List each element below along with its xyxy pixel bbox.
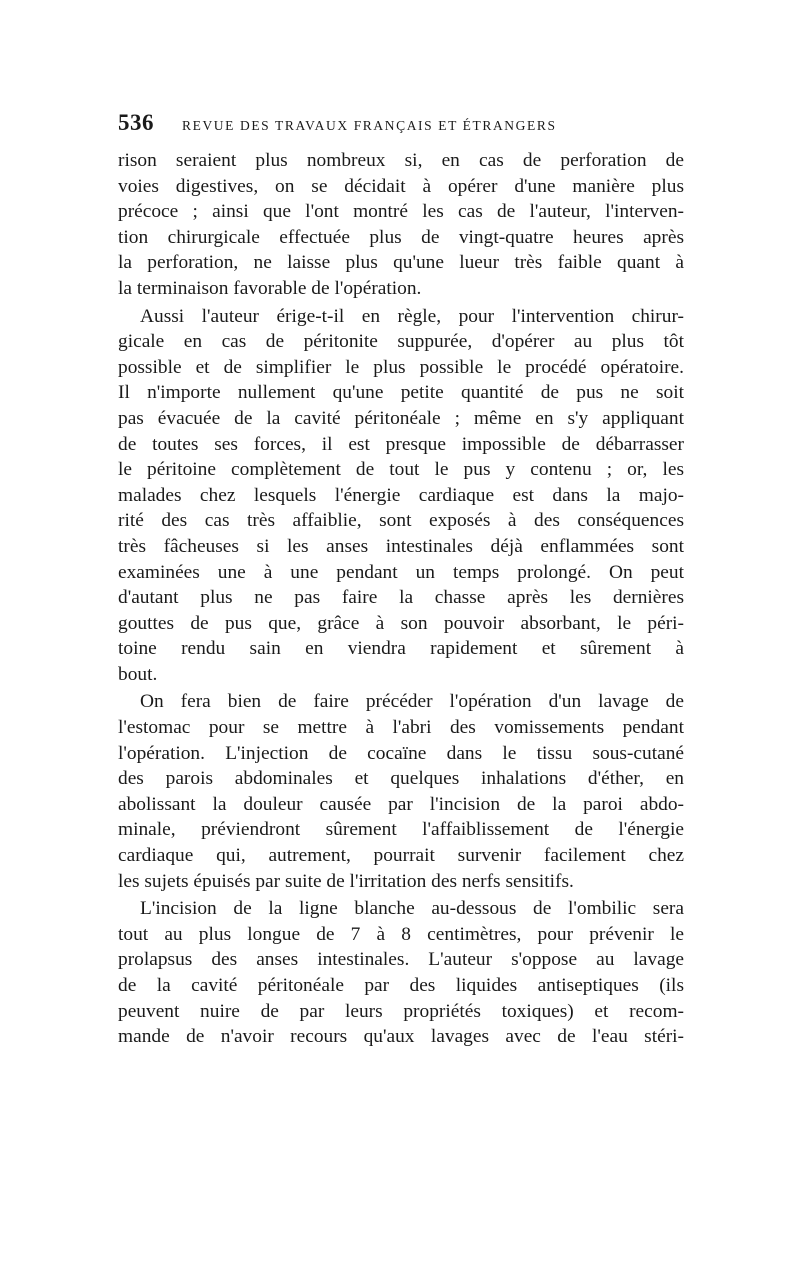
text-line: les sujets épuisés par suite de l'irritation des nerfs sensitifs. xyxy=(118,870,574,892)
text-line: très fâcheuses si les anses intestinales déjà enflammées sont xyxy=(118,535,684,557)
text-line: bout. xyxy=(118,663,158,685)
text-line: la perforation, ne laisse plus qu'une lueur très faible quant à xyxy=(118,252,684,274)
text-line: examinées une à une pendant un temps prolongé. On peut xyxy=(118,561,684,583)
text-line: peuvent nuire de par leurs propriétés toxiques) et recom- xyxy=(118,1000,684,1022)
text-line: On fera bien de faire précéder l'opération d'un lavage de xyxy=(140,691,684,713)
paragraph-4 xyxy=(118,896,684,1050)
running-head xyxy=(118,110,684,140)
text-line: possible et de simplifier le plus possible le procédé opératoire. xyxy=(118,356,684,378)
paragraph-1 xyxy=(118,148,684,302)
paragraph-3 xyxy=(118,689,684,894)
text-line: la terminaison favorable de l'opération. xyxy=(118,277,422,299)
text-line: tout au plus longue de 7 à 8 centimètres, pour prévenir le xyxy=(118,923,684,945)
text-line: toine rendu sain en viendra rapidement et sûrement à xyxy=(118,638,684,660)
paragraph-2 xyxy=(118,304,684,688)
text-line: d'autant plus ne pas faire la chasse après les dernières xyxy=(118,587,684,609)
text-line: mande de n'avoir recours qu'aux lavages avec de l'eau stéri- xyxy=(118,1026,684,1048)
text-line: cardiaque qui, autrement, pourrait survenir facilement chez xyxy=(118,845,684,867)
book-page xyxy=(118,110,684,1052)
text-line: de la cavité péritonéale par des liquides antiseptiques (ils xyxy=(118,975,684,996)
text-line: gouttes de pus que, grâce à son pouvoir absorbant, le péri- xyxy=(118,612,684,634)
text-line: de toutes ses forces, il est presque impossible de débarrasser xyxy=(118,433,684,455)
text-line: rité des cas très affaiblie, sont exposés à des conséquences xyxy=(118,510,684,532)
journal-title: REVUE DES TRAVAUX FRANÇAIS ET ÉTRANGERS xyxy=(182,118,557,133)
text-line: minale, préviendront sûrement l'affaiblissement de l'énergie xyxy=(118,819,684,841)
text-line: gicale en cas de péritonite suppurée, d'opérer au plus tôt xyxy=(118,331,684,353)
text-line: l'estomac pour se mettre à l'abri des vomissements pendant xyxy=(118,717,684,739)
text-line: le péritoine complètement de tout le pus y contenu ; or, les xyxy=(118,459,684,481)
page-number: 536 xyxy=(118,110,154,135)
text-line: Aussi l'auteur érige-t-il en règle, pour l'intervention chirur- xyxy=(140,305,684,327)
text-line: des parois abdominales et quelques inhalations d'éther, en xyxy=(118,768,684,790)
text-line: pas évacuée de la cavité péritonéale ; même en s'y appliquant xyxy=(118,407,684,429)
text-line: l'opération. L'injection de cocaïne dans le tissu sous-cutané xyxy=(118,742,684,764)
text-line: prolapsus des anses intestinales. L'auteur s'oppose au lavage xyxy=(118,949,684,971)
text-line: Il n'importe nullement qu'une petite quantité de pus ne soit xyxy=(118,382,684,404)
text-line: L'incision de la ligne blanche au-dessous de l'ombilic sera xyxy=(140,898,684,920)
text-line: rison seraient plus nombreux si, en cas de perforation de xyxy=(118,150,684,171)
text-line: précoce ; ainsi que l'ont montré les cas de l'auteur, l'interven- xyxy=(118,201,684,223)
text-line: voies digestives, on se décidait à opérer d'une manière plus xyxy=(118,175,684,197)
text-line: tion chirurgicale effectuée plus de vingt-quatre heures après xyxy=(118,226,684,248)
text-line: abolissant la douleur causée par l'incision de la paroi abdo- xyxy=(118,793,684,815)
text-line: malades chez lesquels l'énergie cardiaque est dans la majo- xyxy=(118,484,684,506)
